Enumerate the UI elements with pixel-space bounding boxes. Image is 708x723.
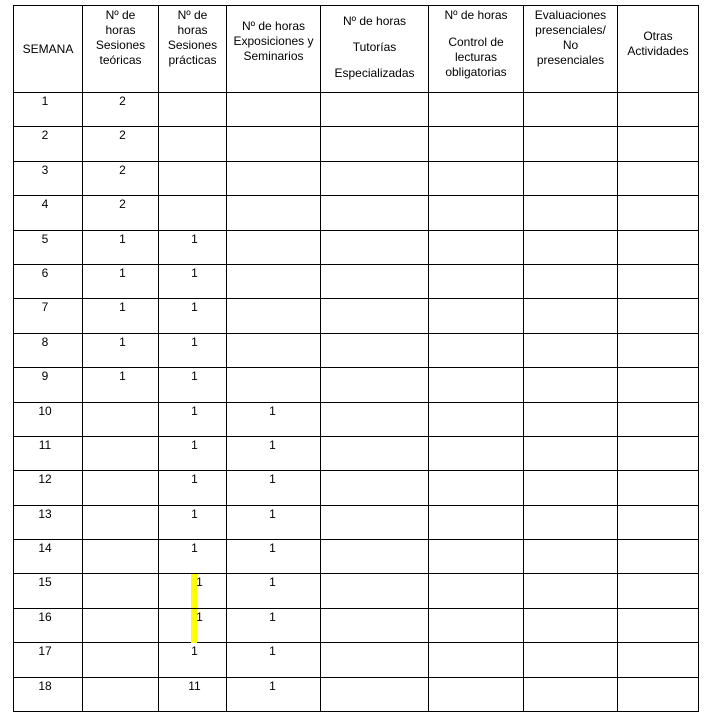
- control-cell: [429, 436, 524, 470]
- header-control-line: obligatorias: [445, 65, 507, 79]
- practicas-value: 1: [191, 403, 198, 418]
- teoricas-cell: [83, 368, 159, 402]
- practicas-value: 1: [191, 644, 198, 659]
- otras-cell: [618, 161, 699, 195]
- table-row: [14, 368, 699, 402]
- table-row: [14, 643, 699, 677]
- practicas-cell: [159, 505, 227, 539]
- otras-cell: [618, 196, 699, 230]
- control-cell: [429, 368, 524, 402]
- semana-cell: [14, 677, 83, 711]
- practicas-cell: [159, 368, 227, 402]
- evaluaciones-cell: [524, 161, 618, 195]
- semana-cell: [14, 574, 83, 608]
- exposiciones-value: [227, 231, 320, 232]
- exposiciones-value: [227, 265, 320, 266]
- exposiciones-value: [227, 93, 320, 94]
- header-tutorias: [321, 6, 429, 93]
- header-teoricas-line: Nº de: [105, 8, 136, 22]
- practicas-value: 1: [191, 437, 198, 452]
- tutorias-cell: [321, 93, 429, 127]
- evaluaciones-cell: [524, 436, 618, 470]
- tutorias-cell: [321, 333, 429, 367]
- control-cell: [429, 574, 524, 608]
- header-practicas-line: Nº de: [177, 8, 208, 22]
- exposiciones-cell: [227, 643, 321, 677]
- table-row: [14, 471, 699, 505]
- header-tutorias-line: Nº de horas: [342, 14, 407, 28]
- otras-cell: [618, 127, 699, 161]
- tutorias-cell: [321, 161, 429, 195]
- teoricas-value: [83, 471, 158, 472]
- practicas-value: [159, 162, 226, 163]
- teoricas-cell: [83, 505, 159, 539]
- exposiciones-cell: [227, 436, 321, 470]
- control-cell: [429, 471, 524, 505]
- teoricas-cell: [83, 402, 159, 436]
- evaluaciones-cell: [524, 93, 618, 127]
- evaluaciones-cell: [524, 333, 618, 367]
- semana-cell: [14, 540, 83, 574]
- teoricas-cell: [83, 333, 159, 367]
- table-row: [14, 333, 699, 367]
- tutorias-cell: [321, 471, 429, 505]
- tutorias-cell: [321, 574, 429, 608]
- exposiciones-value: 1: [269, 437, 276, 452]
- practicas-value: 1: [191, 334, 198, 349]
- table-row: [14, 299, 699, 333]
- semana-value: 2: [41, 128, 49, 143]
- exposiciones-value: [227, 162, 320, 163]
- tutorias-cell: [321, 436, 429, 470]
- otras-cell: [618, 505, 699, 539]
- exposiciones-value: 1: [269, 472, 276, 487]
- semana-cell: [14, 196, 83, 230]
- practicas-cell: [159, 608, 227, 642]
- header-otras-line: Actividades: [627, 44, 689, 58]
- control-cell: [429, 299, 524, 333]
- header-evaluaciones-line: presenciales/: [535, 23, 606, 37]
- evaluaciones-cell: [524, 402, 618, 436]
- practicas-cell: [159, 299, 227, 333]
- exposiciones-cell: [227, 127, 321, 161]
- teoricas-cell: [83, 608, 159, 642]
- schedule-table: [13, 5, 699, 712]
- table-row: [14, 505, 699, 539]
- header-control-line: Control de: [448, 35, 504, 49]
- exposiciones-cell: [227, 161, 321, 195]
- teoricas-value: [83, 574, 158, 575]
- semana-cell: [14, 608, 83, 642]
- exposiciones-cell: [227, 230, 321, 264]
- teoricas-value: 1: [119, 334, 126, 349]
- evaluaciones-cell: [524, 127, 618, 161]
- header-otras-line: Otras: [643, 29, 673, 43]
- practicas-cell: [159, 402, 227, 436]
- semana-value: 8: [41, 334, 49, 349]
- semana-value: 15: [38, 575, 52, 590]
- exposiciones-value: 1: [269, 609, 276, 624]
- control-cell: [429, 127, 524, 161]
- otras-cell: [618, 608, 699, 642]
- evaluaciones-cell: [524, 264, 618, 298]
- table-row: [14, 127, 699, 161]
- teoricas-cell: [83, 574, 159, 608]
- exposiciones-value: 1: [269, 506, 276, 521]
- tutorias-cell: [321, 196, 429, 230]
- evaluaciones-cell: [524, 299, 618, 333]
- table-row: [14, 264, 699, 298]
- teoricas-value: [83, 540, 158, 541]
- otras-cell: [618, 264, 699, 298]
- header-practicas: [159, 6, 227, 93]
- teoricas-cell: [83, 436, 159, 470]
- control-cell: [429, 264, 524, 298]
- practicas-value: 1: [191, 472, 198, 487]
- semana-value: 10: [38, 403, 52, 418]
- semana-cell: [14, 436, 83, 470]
- header-control-line: Nº de horas: [444, 8, 508, 22]
- header-practicas-line: prácticas: [168, 53, 217, 67]
- evaluaciones-cell: [524, 230, 618, 264]
- semana-cell: [14, 368, 83, 402]
- exposiciones-cell: [227, 540, 321, 574]
- teoricas-cell: [83, 299, 159, 333]
- teoricas-value: 2: [119, 94, 126, 108]
- control-cell: [429, 196, 524, 230]
- teoricas-value: [83, 609, 158, 610]
- header-evaluaciones-line: Evaluaciones: [534, 8, 607, 22]
- table-row: [14, 93, 699, 127]
- exposiciones-cell: [227, 402, 321, 436]
- semana-value: 11: [38, 437, 52, 452]
- practicas-cell: [159, 471, 227, 505]
- header-evaluaciones-line: No: [562, 38, 579, 52]
- exposiciones-value: 1: [269, 403, 276, 418]
- evaluaciones-cell: [524, 368, 618, 402]
- practicas-cell: [159, 196, 227, 230]
- exposiciones-cell: [227, 574, 321, 608]
- header-teoricas-line: Sesiones: [95, 38, 146, 52]
- teoricas-value: 1: [119, 231, 126, 246]
- control-cell: [429, 540, 524, 574]
- header-exposiciones-line: Nº de horas: [241, 19, 306, 33]
- practicas-value: 1: [191, 231, 198, 246]
- tutorias-cell: [321, 402, 429, 436]
- control-cell: [429, 505, 524, 539]
- semana-cell: [14, 402, 83, 436]
- header-teoricas: [83, 6, 159, 93]
- teoricas-cell: [83, 161, 159, 195]
- evaluaciones-cell: [524, 608, 618, 642]
- exposiciones-value: 1: [269, 575, 276, 590]
- header-practicas-line: horas: [177, 23, 208, 37]
- otras-cell: [618, 230, 699, 264]
- tutorias-cell: [321, 127, 429, 161]
- evaluaciones-cell: [524, 643, 618, 677]
- teoricas-value: 2: [119, 128, 126, 143]
- practicas-cell: [159, 643, 227, 677]
- control-cell: [429, 677, 524, 711]
- teoricas-cell: [83, 471, 159, 505]
- teoricas-value: [83, 506, 158, 507]
- semana-value: 3: [41, 162, 49, 177]
- otras-cell: [618, 299, 699, 333]
- otras-cell: [618, 402, 699, 436]
- practicas-cell: [159, 540, 227, 574]
- exposiciones-cell: [227, 93, 321, 127]
- teoricas-cell: [83, 677, 159, 711]
- header-practicas-line: Sesiones: [167, 38, 218, 52]
- teoricas-value: 1: [119, 369, 126, 384]
- practicas-cell: [159, 436, 227, 470]
- table-row: [14, 402, 699, 436]
- semana-cell: [14, 161, 83, 195]
- otras-cell: [618, 471, 699, 505]
- header-semana-label: SEMANA: [22, 41, 74, 56]
- semana-cell: [14, 230, 83, 264]
- teoricas-cell: [83, 643, 159, 677]
- table-row: [14, 196, 699, 230]
- practicas-value: 1: [196, 575, 203, 590]
- control-cell: [429, 333, 524, 367]
- practicas-value: [159, 196, 226, 197]
- evaluaciones-cell: [524, 505, 618, 539]
- header-control: [429, 6, 524, 93]
- practicas-value: 1: [191, 541, 198, 556]
- exposiciones-cell: [227, 608, 321, 642]
- otras-cell: [618, 677, 699, 711]
- semana-value: 5: [41, 231, 49, 246]
- evaluaciones-cell: [524, 471, 618, 505]
- header-semana: [14, 6, 83, 93]
- header-evaluaciones-line: presenciales: [536, 53, 605, 67]
- exposiciones-value: 1: [269, 644, 276, 659]
- header-teoricas-line: teóricas: [99, 53, 142, 67]
- exposiciones-value: [227, 334, 320, 335]
- semana-cell: [14, 505, 83, 539]
- otras-cell: [618, 643, 699, 677]
- teoricas-cell: [83, 230, 159, 264]
- exposiciones-value: [227, 299, 320, 300]
- teoricas-value: [83, 643, 158, 644]
- header-control-line: lecturas: [454, 50, 498, 64]
- evaluaciones-cell: [524, 574, 618, 608]
- practicas-value: [159, 93, 226, 94]
- otras-cell: [618, 574, 699, 608]
- exposiciones-cell: [227, 333, 321, 367]
- semana-value: 4: [41, 197, 49, 212]
- semana-value: 1: [41, 94, 49, 108]
- header-row: [14, 6, 699, 93]
- teoricas-value: 1: [119, 265, 126, 280]
- header-exposiciones-line: Seminarios: [243, 49, 304, 63]
- teoricas-cell: [83, 93, 159, 127]
- semana-cell: [14, 333, 83, 367]
- exposiciones-value: [227, 127, 320, 128]
- semana-cell: [14, 299, 83, 333]
- semana-cell: [14, 643, 83, 677]
- header-teoricas-line: horas: [105, 23, 136, 37]
- exposiciones-cell: [227, 505, 321, 539]
- tutorias-cell: [321, 264, 429, 298]
- teoricas-cell: [83, 196, 159, 230]
- practicas-cell: [159, 127, 227, 161]
- table-row: [14, 540, 699, 574]
- otras-cell: [618, 540, 699, 574]
- semana-cell: [14, 127, 83, 161]
- tutorias-cell: [321, 608, 429, 642]
- teoricas-value: 1: [119, 300, 126, 315]
- table-row: [14, 677, 699, 711]
- practicas-cell: [159, 230, 227, 264]
- tutorias-cell: [321, 505, 429, 539]
- header-tutorias-line: Especializadas: [334, 66, 415, 80]
- tutorias-cell: [321, 540, 429, 574]
- header-exposiciones-line: Exposiciones y: [233, 34, 314, 48]
- table-row: [14, 436, 699, 470]
- semana-value: 7: [41, 300, 49, 315]
- otras-cell: [618, 333, 699, 367]
- header-evaluaciones: [524, 6, 618, 93]
- tutorias-cell: [321, 230, 429, 264]
- table-row: [14, 161, 699, 195]
- exposiciones-value: 1: [269, 678, 276, 693]
- control-cell: [429, 230, 524, 264]
- exposiciones-value: 1: [269, 541, 276, 556]
- practicas-value: 1: [191, 265, 198, 280]
- practicas-value: 1: [191, 369, 198, 384]
- semana-value: 17: [38, 644, 52, 659]
- exposiciones-cell: [227, 196, 321, 230]
- exposiciones-cell: [227, 471, 321, 505]
- evaluaciones-cell: [524, 677, 618, 711]
- table-row: [14, 574, 699, 608]
- practicas-value: 1: [191, 300, 198, 315]
- semana-cell: [14, 264, 83, 298]
- exposiciones-cell: [227, 264, 321, 298]
- control-cell: [429, 402, 524, 436]
- practicas-value: 1: [196, 609, 203, 624]
- exposiciones-cell: [227, 299, 321, 333]
- tutorias-cell: [321, 677, 429, 711]
- evaluaciones-cell: [524, 196, 618, 230]
- practicas-cell: [159, 574, 227, 608]
- teoricas-value: 2: [119, 162, 126, 177]
- table-row: [14, 230, 699, 264]
- exposiciones-value: [227, 368, 320, 369]
- semana-cell: [14, 93, 83, 127]
- teoricas-value: [83, 678, 158, 679]
- tutorias-cell: [321, 643, 429, 677]
- teoricas-value: [83, 437, 158, 438]
- control-cell: [429, 608, 524, 642]
- teoricas-value: [83, 403, 158, 404]
- tutorias-cell: [321, 299, 429, 333]
- semana-value: 6: [41, 265, 49, 280]
- evaluaciones-cell: [524, 540, 618, 574]
- semana-value: 12: [38, 472, 52, 487]
- semana-value: 18: [38, 678, 52, 693]
- teoricas-cell: [83, 127, 159, 161]
- practicas-value: [159, 127, 226, 128]
- header-otras: [618, 6, 699, 93]
- teoricas-cell: [83, 540, 159, 574]
- header-tutorias-line: Tutorías: [352, 40, 397, 54]
- exposiciones-cell: [227, 368, 321, 402]
- semana-cell: [14, 471, 83, 505]
- header-exposiciones: [227, 6, 321, 93]
- exposiciones-value: [227, 196, 320, 197]
- control-cell: [429, 93, 524, 127]
- semana-value: 9: [41, 369, 49, 384]
- practicas-cell: [159, 677, 227, 711]
- semana-value: 13: [38, 506, 52, 521]
- teoricas-value: 2: [119, 197, 126, 212]
- otras-cell: [618, 368, 699, 402]
- teoricas-cell: [83, 264, 159, 298]
- control-cell: [429, 643, 524, 677]
- practicas-cell: [159, 93, 227, 127]
- otras-cell: [618, 436, 699, 470]
- practicas-cell: [159, 264, 227, 298]
- control-cell: [429, 161, 524, 195]
- practicas-cell: [159, 333, 227, 367]
- semana-value: 16: [38, 609, 52, 624]
- table-row: [14, 608, 699, 642]
- practicas-cell: [159, 161, 227, 195]
- exposiciones-cell: [227, 677, 321, 711]
- otras-cell: [618, 93, 699, 127]
- practicas-value: 11: [188, 678, 201, 693]
- tutorias-cell: [321, 368, 429, 402]
- practicas-value: 1: [191, 506, 198, 521]
- semana-value: 14: [38, 541, 52, 556]
